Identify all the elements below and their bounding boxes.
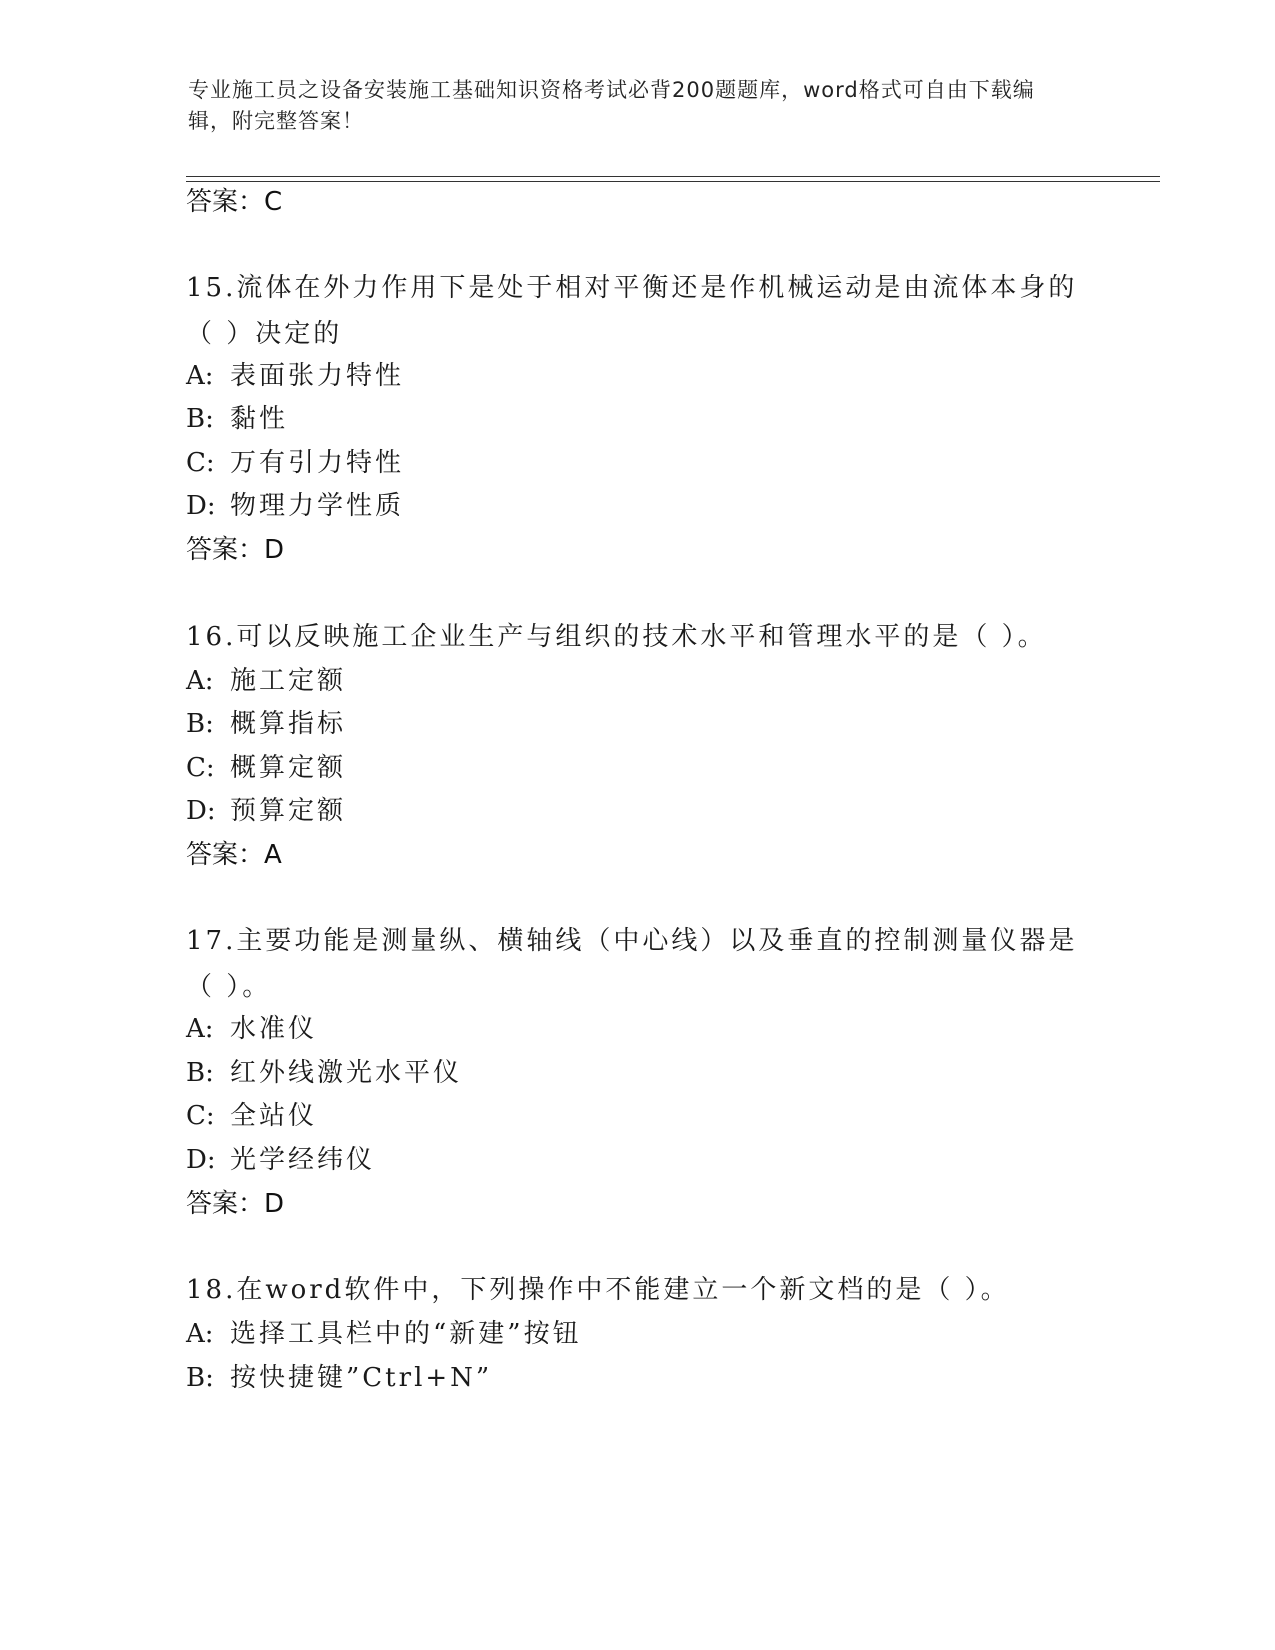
option-key: B: xyxy=(186,709,214,739)
option-16-c xyxy=(186,752,346,784)
answer-16: 答案：A xyxy=(186,840,282,870)
option-18-a xyxy=(186,1318,582,1350)
option-key: D: xyxy=(186,491,216,521)
option-text: 黏性 xyxy=(230,404,289,434)
option-key: C: xyxy=(186,753,215,783)
option-key: A: xyxy=(186,361,214,391)
option-17-a xyxy=(186,1013,317,1045)
option-18-b xyxy=(186,1362,492,1394)
option-text: 水准仪 xyxy=(230,1014,318,1044)
option-text: 选择工具栏中的“新建”按钮 xyxy=(230,1319,582,1349)
option-17-b xyxy=(186,1057,462,1089)
option-17-c xyxy=(186,1100,317,1132)
option-17-d xyxy=(186,1144,375,1176)
question-17: 17.主要功能是测量纵、横轴线（中心线）以及垂直的控制测量仪器是（ ）。 xyxy=(186,926,1078,1002)
option-text: 表面张力特性 xyxy=(230,361,405,391)
option-15-b xyxy=(186,403,288,435)
question-18: 18.在word软件中，下列操作中不能建立一个新文档的是（ ）。 xyxy=(186,1275,1010,1305)
option-key: A: xyxy=(186,1014,214,1044)
page-header: 专业施工员之设备安装施工基础知识资格考试必背200题题库，word格式可自由下载编辑，附完整答案！ xyxy=(188,78,1035,133)
answer-15: 答案：D xyxy=(186,535,285,565)
option-text: 概算定额 xyxy=(230,753,347,783)
option-15-c xyxy=(186,447,404,479)
option-16-d xyxy=(186,795,346,827)
option-text: 预算定额 xyxy=(230,796,347,826)
option-text: 施工定额 xyxy=(230,666,347,696)
option-text: 按快捷键”Ctrl+N” xyxy=(230,1363,493,1393)
option-text: 红外线激光水平仪 xyxy=(230,1058,463,1088)
option-15-d xyxy=(186,490,404,522)
option-16-b xyxy=(186,708,346,740)
question-16: 16.可以反映施工企业生产与组织的技术水平和管理水平的是（ ）。 xyxy=(186,622,1047,652)
option-key: A: xyxy=(186,1319,214,1349)
option-text: 光学经纬仪 xyxy=(230,1145,376,1175)
option-key: B: xyxy=(186,404,214,434)
answer-14: 答案：C xyxy=(186,187,283,217)
option-key: B: xyxy=(186,1058,214,1088)
option-key: C: xyxy=(186,1101,215,1131)
header-divider-secondary xyxy=(186,181,1160,182)
option-text: 物理力学性质 xyxy=(230,491,405,521)
option-16-a xyxy=(186,665,346,697)
option-key: C: xyxy=(186,448,215,478)
option-15-a xyxy=(186,360,404,392)
option-text: 万有引力特性 xyxy=(230,448,405,478)
option-text: 概算指标 xyxy=(230,709,347,739)
header-divider xyxy=(186,176,1160,177)
answer-17: 答案：D xyxy=(186,1189,285,1219)
option-key: B: xyxy=(186,1363,214,1393)
question-15: 15.流体在外力作用下是处于相对平衡还是作机械运动是由流体本身的（ ）决定的 xyxy=(186,273,1078,349)
option-key: A: xyxy=(186,666,214,696)
option-text: 全站仪 xyxy=(230,1101,318,1131)
option-key: D: xyxy=(186,796,216,826)
option-key: D: xyxy=(186,1145,216,1175)
